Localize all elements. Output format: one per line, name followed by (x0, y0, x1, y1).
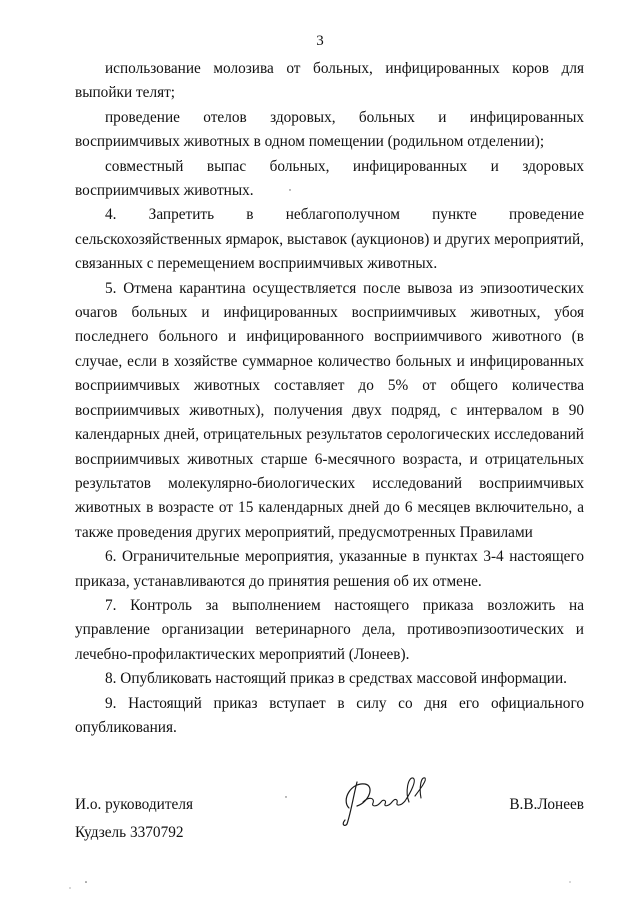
paragraph-item-7: 7. Контроль за выполнением настоящего приказа возложить на управление организации ветеринарного дела, противоэпизоотических и лечебно-профилактических мероприятий (Лонеев). (75, 596, 584, 663)
paragraph-item-6: 6. Ограничительные мероприятия, указанные в пунктах 3-4 настоящего приказа, устанавливаются до принятия решения об их отмене. (75, 548, 584, 590)
paragraph-item-5: 5. Отмена карантина осуществляется после вывоза из эпизоотических очагов больных и инфицированных восприимчивых животных, убоя последнего больного и инфицированного восприимчивого животного (в случае, если в хозяйстве суммарное количество больных и инфицированных восприимчивых животных составляет до 5% от общего количества восприимчивых животных), получения двух подряд, с интервалом в 90 календарных дней, отрицательных результатов серологических исследований восприимчивых животных старше 6-месячного возраста, и отрицательных результатов молекулярно-биологических исследований восприимчивых животных в возрасте от 15 календарных дней до 6 месяцев включительно, а также проведения других мероприятий, предусмотренных Правилами (75, 279, 584, 541)
page-number: 3 (316, 33, 324, 49)
signatory-position: И.о. руководителя (75, 796, 194, 813)
paragraph-calving: проведение отелов здоровых, больных и инфицированных восприимчивых животных в одном помещении (родильном отделении); (75, 108, 584, 151)
paragraph-grazing: совместный выпас больных, инфицированных и здоровых восприимчивых животных. (75, 157, 584, 200)
executor-contact: Кудзель 3370792 (75, 824, 184, 841)
document-body (75, 57, 584, 740)
paragraph-item-4: 4. Запретить в неблагополучном пункте проведение сельскохозяйственных ярмарок, выставок (аукционов) и других мероприятий, связанных с перемещением восприимчивых животных. (75, 206, 584, 273)
paragraph-item-8: 8. Опубликовать настоящий приказ в средствах массовой информации. (105, 670, 567, 688)
paragraph-item-9: 9. Настоящий приказ вступает в силу со дня его официального опубликования. (75, 694, 584, 736)
signatory-name: В.В.Лонеев (509, 796, 584, 813)
handwritten-signature (335, 772, 435, 828)
paragraph-colostrum: использование молозива от больных, инфицированных коров для выпойки телят; (75, 60, 584, 102)
